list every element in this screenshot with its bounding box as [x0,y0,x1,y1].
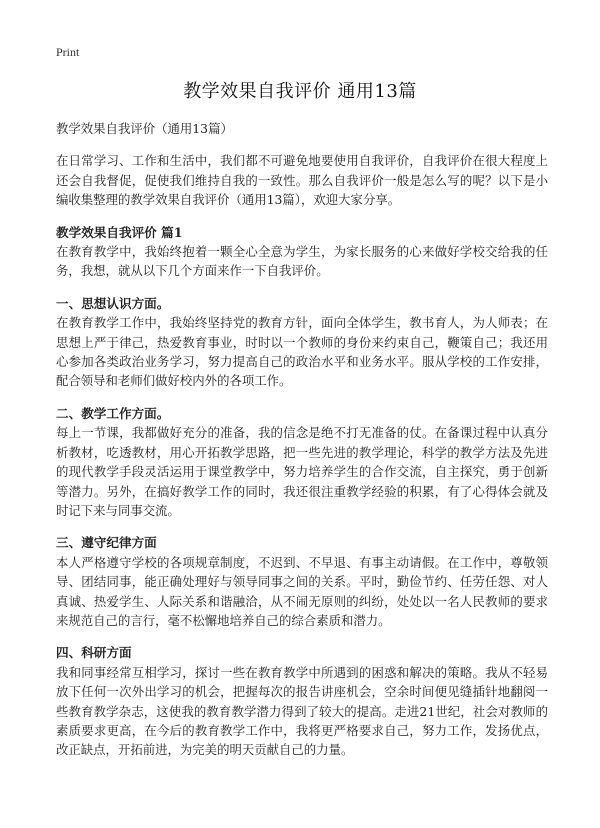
article-heading: 教学效果自我评价 篇1 [56,224,183,240]
document-subtitle: 教学效果自我评价（通用13篇） [56,121,233,136]
page-title: 教学效果自我评价 通用13篇 [183,81,417,102]
article-intro-paragraph: 在教育教学中，我始终抱着一颗全心全意为学生，为家长服务的心来做好学校交给我的任务，我想，就从以下几个方面来作一下自我评价。 [56,244,548,279]
print-link[interactable]: Print [56,45,80,59]
article-body [56,119,548,773]
section-heading-discipline: 三、遵守纪律方面 [56,535,157,551]
intro-paragraph: 在日常学习、工作和生活中，我们都不可避免地要使用自我评价，自我评价在很大程度上还会自我督促，促使我们维持自我的一致性。那么自我评价一般是怎么写的呢？以下是小编收集整理的教学效果自我评价（通用13篇），欢迎大家分享。 [56,153,548,208]
section-heading-teaching: 二、教学工作方面。 [56,405,170,421]
section-body-teaching: 每上一节课，我都做好充分的准备，我的信念是绝不打无准备的仗。在备课过程中认真分析教材，吃透教材，用心开拓教学思路，把一些先进的教学理论，科学的教学方法及先进的现代教学手段灵活运用于课堂教学中，努力培养学生的合作交流，自主探究，勇于创新等潜力。另外，在搞好教学工作的同时，我还很注重教学经验的积累，有了心得体会就及时记下来与同事交流。 [56,425,548,518]
section-body-research: 我和同事经常互相学习，探讨一些在教育教学中所遇到的困惑和解决的策略。我从不轻易放下任何一次外出学习的机会，把握每次的报告讲座机会，空余时间便见缝插针地翻阅一些教育教学杂志，这使我的教育教学潜力得到了较大的提高。走进21世纪，社会对教师的素质要求更高，在今后的教育教学工作中，我将更严格要求自己，努力工作，发扬优点，改正缺点，开拓前进，为完美的明天贡献自己的力量。 [56,664,548,758]
section-heading-thought: 一、思想认识方面。 [56,295,170,311]
section-heading-research: 四、科研方面 [56,645,132,661]
section-body-thought: 在教育教学工作中，我始终坚持党的教育方针，面向全体学生，教书育人，为人师表；在思想上严于律己，热爱教育事业，时时以一个教师的身份来约束自己，鞭策自己；我还用心参加各类政治业务学习，努力提高自己的政治水平和业务水平。服从学校的工作安排，配合领导和老师们做好校内外的各项工作。 [56,315,548,389]
section-body-discipline: 本人严格遵守学校的各项规章制度，不迟到、不早退、有事主动请假。在工作中，尊敬领导、团结同事，能正确处理好与领导同事之间的关系。平时，勤俭节约、任劳任怨、对人真诚、热爱学生、人际关系和谐融洽，从不闹无原则的纠纷，处处以一名人民教师的要求来规范自己的言行，毫不松懈地培养自己的综合素质和潜力。 [56,554,548,628]
